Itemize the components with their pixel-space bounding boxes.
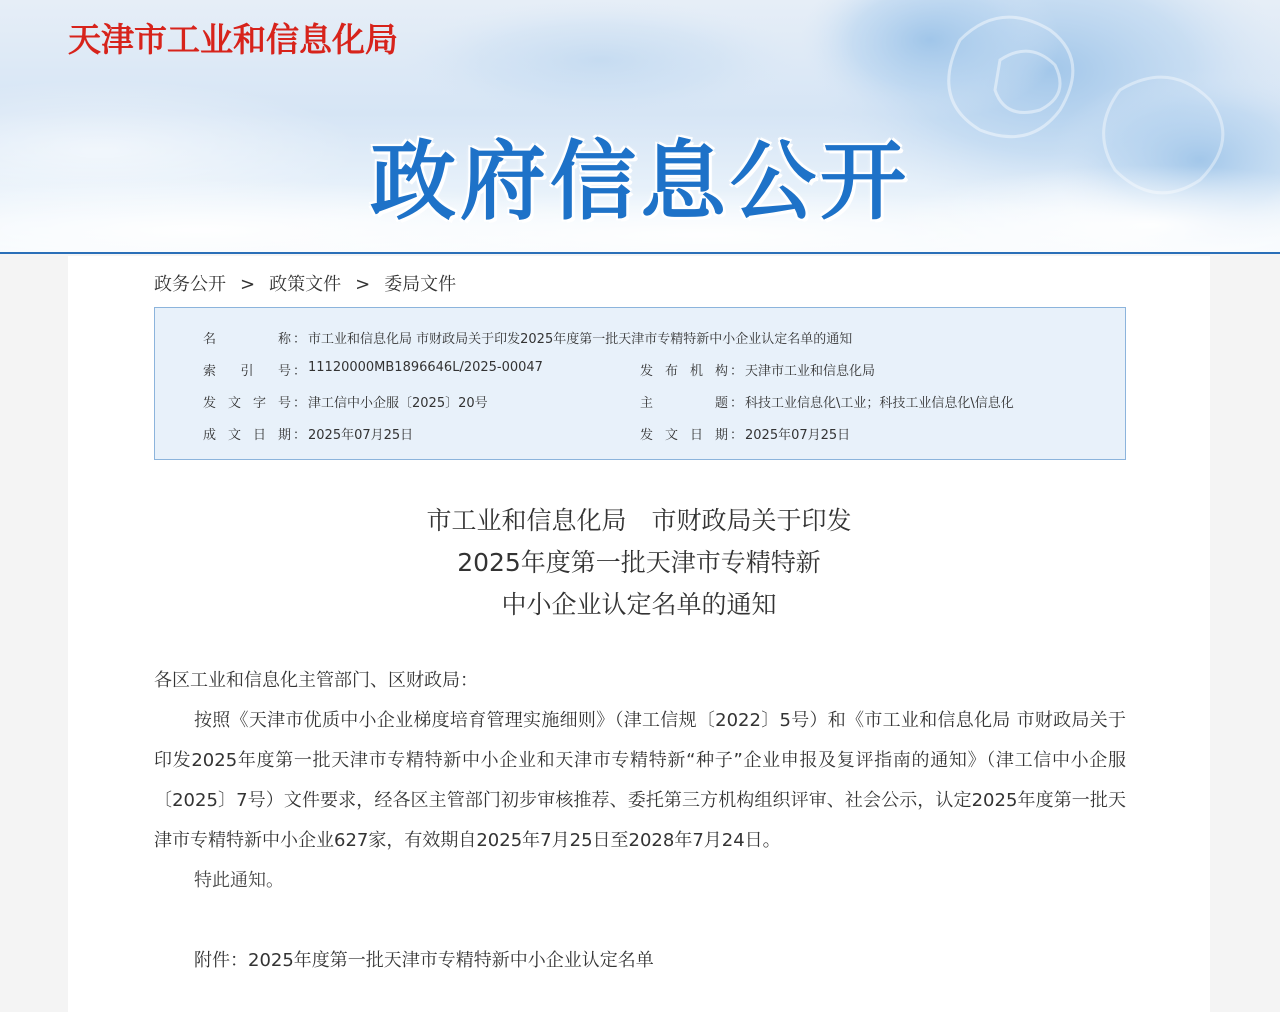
meta-name-label: 名 称 <box>203 332 291 347</box>
meta-colon: ： <box>293 332 307 347</box>
meta-index-value: 11120000MB1896646L/2025-00047 <box>308 360 543 375</box>
breadcrumb-item-bureau-docs[interactable]: 委局文件 <box>384 274 457 295</box>
meta-colon: ： <box>730 396 744 411</box>
banner-divider <box>0 252 1280 254</box>
document-title-line: 市工业和信息化局 市财政局关于印发 <box>426 506 852 535</box>
site-title[interactable]: 天津市工业和信息化局 <box>68 20 398 59</box>
attachment-link[interactable]: 附件：2025年度第一批天津市专精特新中小企业认定名单 <box>194 950 654 971</box>
breadcrumb-separator: > <box>355 274 371 295</box>
meta-issuer-label: 发布机构 <box>640 364 728 379</box>
meta-colon: ： <box>293 428 307 443</box>
document-title-line: 2025年度第一批天津市专精特新 <box>457 548 821 577</box>
meta-published-label: 发文日期 <box>640 428 728 443</box>
document-closing: 特此通知。 <box>194 870 284 891</box>
meta-colon: ： <box>293 364 307 379</box>
meta-index-label: 索 引 号 <box>203 364 291 379</box>
meta-docno-value: 津工信中小企服〔2025〕20号 <box>308 396 488 411</box>
breadcrumb <box>154 270 456 296</box>
breadcrumb-item-policy-docs[interactable]: 政策文件 <box>269 274 342 295</box>
meta-issuer-value: 天津市工业和信息化局 <box>745 364 876 379</box>
document-metadata <box>154 307 1126 460</box>
meta-published-value: 2025年07月25日 <box>745 428 851 443</box>
header-banner <box>0 0 1280 254</box>
document-title-line: 中小企业认定名单的通知 <box>501 590 777 619</box>
meta-colon: ： <box>293 396 307 411</box>
meta-colon: ： <box>730 428 744 443</box>
meta-docno-label: 发文字号 <box>203 396 291 411</box>
meta-created-value: 2025年07月25日 <box>308 428 414 443</box>
banner-title: 政府信息公开 <box>370 132 910 232</box>
meta-name-value: 市工业和信息化局 市财政局关于印发2025年度第一批天津市专精特新中小企业认定名单的通知 <box>308 332 853 347</box>
document-body <box>154 661 1126 981</box>
content-panel <box>68 256 1210 1012</box>
breadcrumb-separator: > <box>240 274 256 295</box>
document-title <box>68 500 1210 626</box>
meta-colon: ： <box>730 364 744 379</box>
meta-topic-value: 科技工业信息化\工业；科技工业信息化\信息化 <box>745 396 1014 411</box>
meta-topic-label: 主 题 <box>640 396 728 411</box>
breadcrumb-item-gov-affairs[interactable]: 政务公开 <box>154 274 226 295</box>
document-paragraph: 按照《天津市优质中小企业梯度培育管理实施细则》（津工信规〔2022〕5号）和《市工业和信息化局 市财政局关于印发2025年度第一批天津市专精特新中小企业和天津市专精特新“种子”企业申报及复评指南的通知》（津工信中小企服〔2025〕7号）文件要求，经各区主管部门初步审核推荐、委托第三方机构组织评审、社会公示，认定2025年度第一批天津市专精特新中小企业627家，有效期自2025年7月25日至2028年7月24日。 <box>154 710 1126 851</box>
meta-created-label: 成文日期 <box>203 428 291 443</box>
document-greeting: 各区工业和信息化主管部门、区财政局： <box>154 670 478 691</box>
